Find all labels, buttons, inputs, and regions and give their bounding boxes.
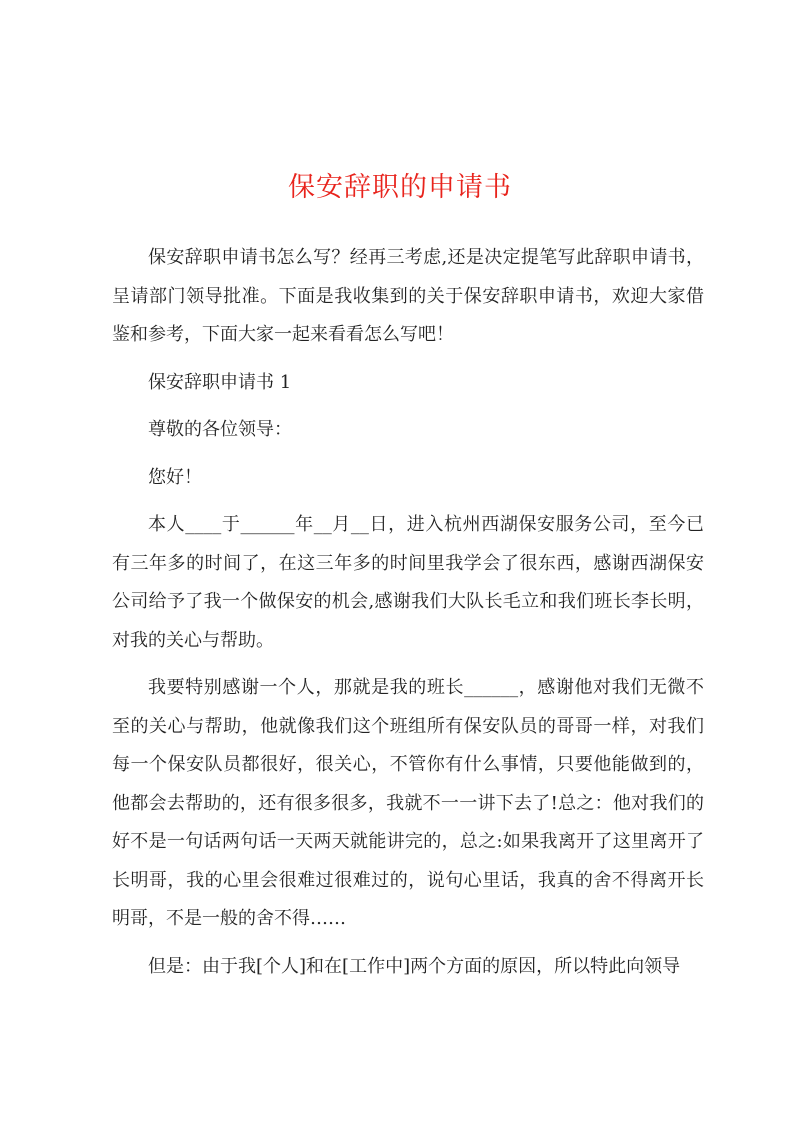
- body-paragraph: 本人____于______年__月__日，进入杭州西湖保安服务公司，至今已有三年多的时间了，在这三年多的时间里我学会了很东西，感谢西湖保安公司给予了我一个做保安的机会,感谢我们大队长毛立和我们班长李长明，对我的关心与帮助。: [112, 514, 704, 651]
- document-title: 保安辞职的申请书: [288, 172, 512, 203]
- intro-paragraph: 保安辞职申请书怎么写？经再三考虑,还是决定提笔写此辞职申请书，呈请部门领导批准。下面是我收集到的关于保安辞职申请书，欢迎大家借鉴和参考，下面大家一起来看看怎么写吧！: [112, 247, 704, 345]
- salutation: 尊敬的各位领导：: [148, 419, 292, 440]
- body-paragraph: 我要特别感谢一个人，那就是我的班长______，感谢他对我们无微不至的关心与帮助，他就像我们这个班组所有保安队员的哥哥一样，对我们每一个保安队员都很好，很关心，不管你有什么事情，只要他能做到的，他都会去帮助的，还有很多很多，我就不一一讲下去了!总之：他对我们的好不是一句话两句话一天两天就能讲完的，总之:如果我离开了这里离开了长明哥，我的心里会很难过很难过的，说句心里话，我真的舍不得离开长明哥，不是一般的舍不得……: [112, 677, 704, 929]
- body-paragraph: 但是：由于我[个人]和在[工作中]两个方面的原因，所以特此向领导: [148, 955, 681, 977]
- document-body: [112, 239, 704, 995]
- section-heading: 保安辞职申请书 1: [148, 371, 292, 393]
- greeting: 您好！: [148, 466, 202, 488]
